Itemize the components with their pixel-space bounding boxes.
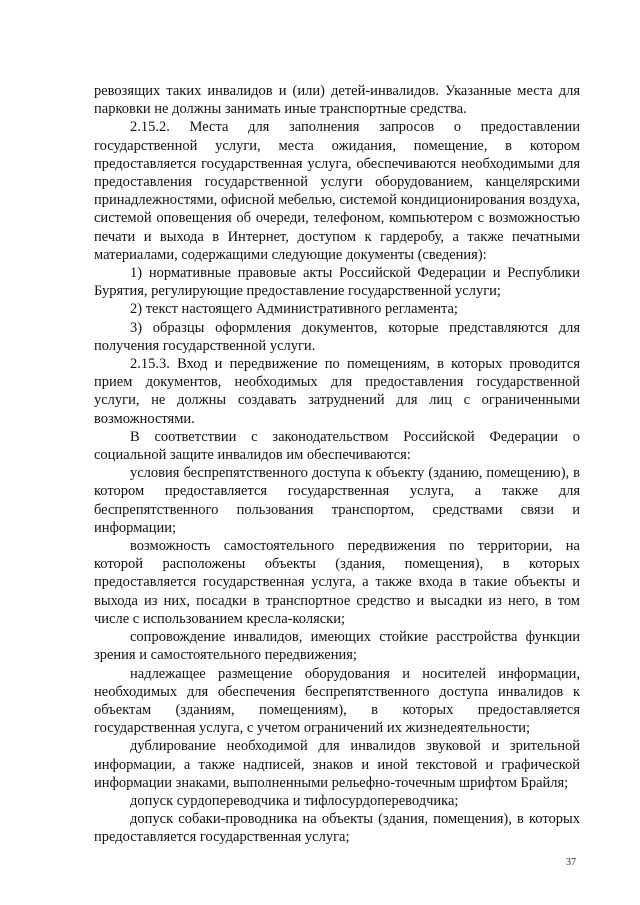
provision-equipment-placement: надлежащее размещение оборудования и носителей информации, необходимых для обеспечения беспрепятственного доступа инвалидов к объектам (зданиям, помещениям), в которых предоставляется государственная услуга, с учетом ограничений их жизнедеятельности; — [94, 665, 580, 737]
provision-unobstructed-access: условия беспрепятственного доступа к объекту (зданию, помещению), в котором предоставляется государственная услуга, а также для беспрепятственного пользования транспортом, средствами связи и информации; — [94, 465, 580, 536]
provision-sign-interpreter: допуск сурдопереводчика и тифлосурдопереводчика; — [130, 792, 459, 809]
list-item-3-document-samples: 3) образцы оформления документов, которые представляются для получения государственной услуги. — [94, 319, 580, 354]
page-number: 37 — [566, 857, 576, 868]
paragraph-social-protection: В соответствии с законодательством Российской Федерации о социальной защите инвалидов им обеспечиваются: — [94, 428, 580, 464]
provision-independent-movement: возможность самостоятельного передвижения по территории, на которой расположены объекты (здания, помещения), в которых предоставляется государственная услуга, а также входа в такие объекты и выхода из них, посадки в транспортное средство и высадки из него, в том числе с использованием кресла-коляски; — [94, 538, 580, 627]
list-item-1-legal-acts: 1) нормативные правовые акты Российской Федерации и Республики Бурятия, регулирующие предоставление государственной услуги; — [94, 265, 580, 300]
paragraph-parking-continuation: ревозящих таких инвалидов и (или) детей-инвалидов. Указанные места для парковки не должны занимать иные транспортные средства. — [94, 83, 580, 118]
list-item-2-regulation-text: 2) текст настоящего Административного регламента; — [130, 301, 458, 318]
paragraph-2-15-3: 2.15.3. Вход и передвижение по помещениям, в которых проводится прием документов, необходимых для предоставления государственной услуги, не должны создавать затруднений для лиц с ограниченными возможностями. — [94, 356, 580, 427]
provision-information-duplication: дублирование необходимой для инвалидов звуковой и зрительной информации, а также надписей, знаков и иной текстовой и графической информации знаками, выполненными рельефно-точечным шрифтом Брайля; — [94, 738, 580, 791]
document-body — [94, 82, 580, 847]
provision-guide-dog: допуск собаки-проводника на объекты (здания, помещения), в которых предоставляется государственная услуга; — [94, 811, 580, 846]
paragraph-2-15-2: 2.15.2. Места для заполнения запросов о предоставлении государственной услуги, места ожидания, помещение, в котором предоставляется государственная услуга, обеспечиваются необходимыми для предоставления государственной услуги оборудованием, канцелярскими принадлежностями, офисной мебелью, системой кондиционирования воздуха, системой оповещения об очереди, телефоном, компьютером с возможностью печати и выхода в Интернет, доступом к гардеробу, а также печатными материалами, содержащими следующие документы (сведения): — [94, 119, 580, 263]
provision-escort: сопровождение инвалидов, имеющих стойкие расстройства функции зрения и самостоятельного передвижения; — [94, 629, 580, 664]
